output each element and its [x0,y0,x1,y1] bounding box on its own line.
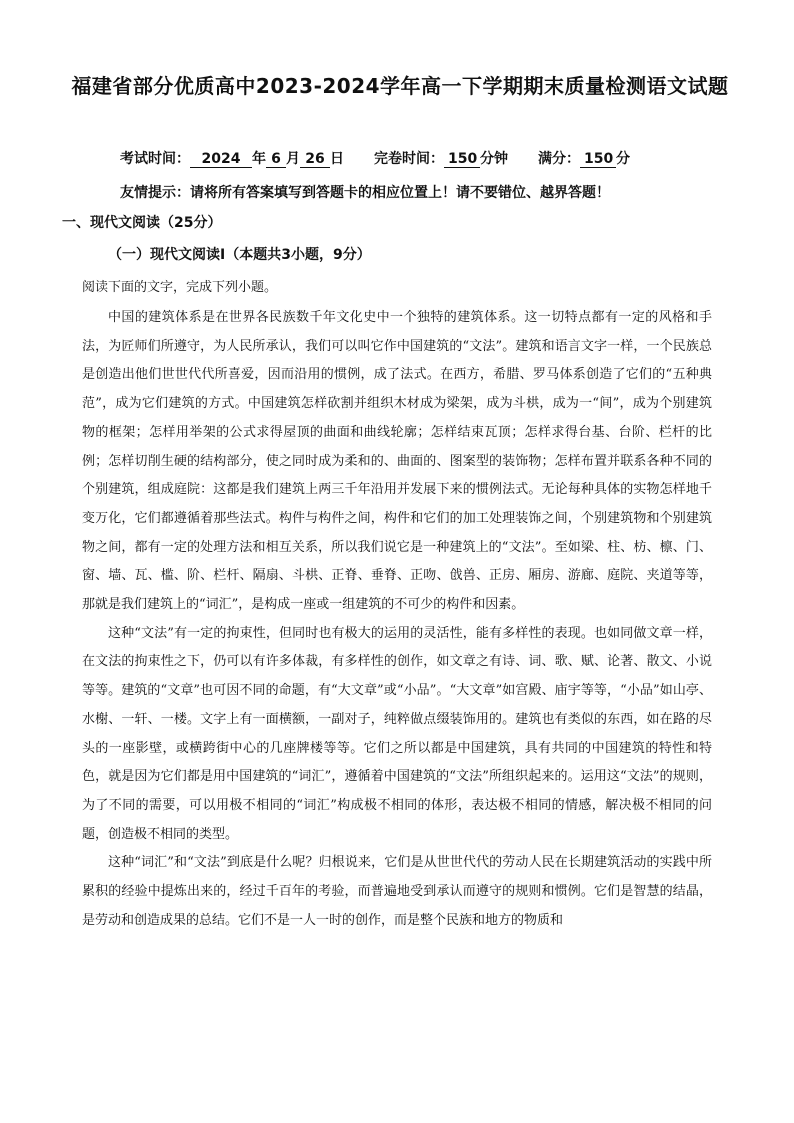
reading-passage [82,304,712,935]
duration-value: 150 [444,151,480,168]
score-label: 满分： [538,151,580,167]
exam-day: 26 [300,151,330,168]
score-value: 150 [580,151,616,168]
passage-paragraph: 这种“文法”有一定的拘束性，但同时也有极大的运用的灵活性，能有多样性的表现。也如同做文章一样，在文法的拘束性之下，仍可以有许多体裁，有多样性的创作，如文章之有诗、词、歌、赋、论著、散文、小说等等。建筑的“文章”也可因不同的命题，有“大文章”或“小品”。“大文章”如宫殿、庙宇等等，“小品”如山亭、水榭、一轩、一楼。文字上有一面横额，一副对子，纯粹做点缀装饰用的。建筑也有类似的东西，如在路的尽头的一座影壁，或横跨街中心的几座牌楼等等。它们之所以都是中国建筑，具有共同的中国建筑的特性和特色，就是因为它们都是用中国建筑的“词汇”，遵循着中国建筑的“文法”所组织起来的。运用这“文法”的规则，为了不同的需要，可以用极不相同的“词汇”构成极不相同的体形，表达极不相同的情感，解决极不相同的问题，创造极不相同的类型。 [82,625,712,842]
subsection-heading: （一）现代文阅读Ⅰ（本题共3小题，9分） [108,247,371,263]
duration-label: 完卷时间： [374,151,444,167]
document-title: 福建省部分优质高中2023-2024学年高一下学期期末质量检测语文试题 [71,74,729,98]
exam-month-suffix: 月 [286,151,300,167]
passage-paragraph: 中国的建筑体系是在世界各民族数千年文化史中一个独特的建筑体系。这一切特点都有一定的风格和手法，为匠师们所遵守，为人民所承认，我们可以叫它作中国建筑的“文法”。建筑和语言文字一样，一个民族总是创造出他们世世代代所喜爱，因而沿用的惯例，成了法式。在西方，希腊、罗马体系创造了它们的“五种典范”，成为它们建筑的方式。中国建筑怎样砍割并组织木材成为梁架，成为斗栱，成为一“间”，成为个别建筑物的框架；怎样用举架的公式求得屋顶的曲面和曲线轮廓；怎样结束瓦顶；怎样求得台基、台阶、栏杆的比例；怎样切削生硬的结构部分，使之同时成为柔和的、曲面的、图案型的装饰物；怎样布置并联系各种不同的个别建筑，组成庭院：这都是我们建筑上两三千年沿用并发展下来的惯例法式。无论每种具体的实物怎样地千变万化，它们都遵循着那些法式。构件与构件之间，构件和它们的加工处理装饰之间，个别建筑物和个别建筑物之间，都有一定的处理方法和相互关系，所以我们说它是一种建筑上的“文法”。至如梁、柱、枋、檩、门、窗、墙、瓦、槛、阶、栏杆、隔扇、斗栱、正脊、垂脊、正吻、戗兽、正房、厢房、游廊、庭院、夹道等等，那就是我们建筑上的“词汇”，是构成一座或一组建筑的不可少的构件和因素。 [82,310,712,613]
passage-paragraph: 这种“词汇”和“文法”到底是什么呢？归根说来，它们是从世世代代的劳动人民在长期建筑活动的实践中所累积的经验中提炼出来的，经过千百年的考验，而普遍地受到承认而遵守的规则和惯例。它们是智慧的结晶，是劳动和创造成果的总结。它们不是一人一时的创作，而是整个民族和地方的物质和 [82,855,712,928]
exam-info-line [120,148,630,168]
score-unit: 分 [616,151,630,167]
reading-instruction: 阅读下面的文字，完成下列小题。 [82,280,278,295]
duration-unit: 分钟 [480,151,508,167]
section-heading: 一、现代文阅读（25分） [62,215,222,231]
exam-day-suffix: 日 [330,151,344,167]
exam-year: 2024 [190,151,252,168]
friendly-notice: 友情提示：请将所有答案填写到答题卡的相应位置上！请不要错位、越界答题！ [120,185,610,201]
exam-date-label: 考试时间： [120,151,190,167]
exam-year-suffix: 年 [252,151,266,167]
exam-month: 6 [266,151,286,168]
